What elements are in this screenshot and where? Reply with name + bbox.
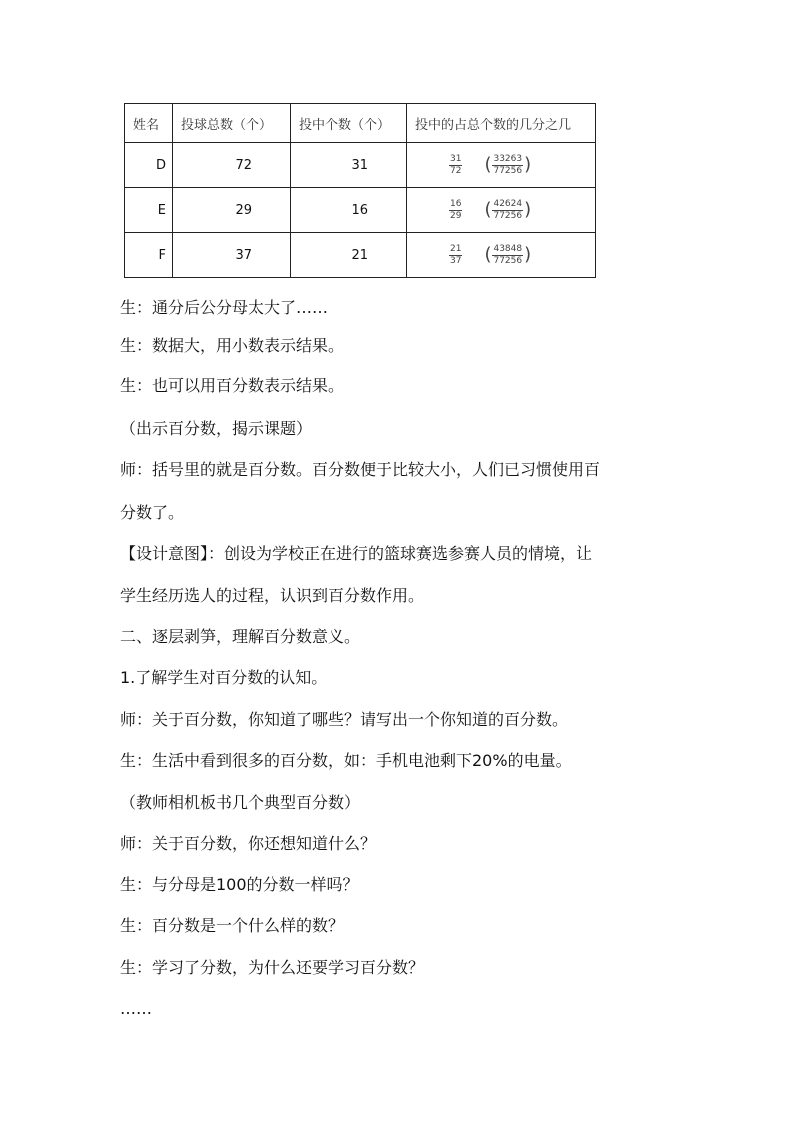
paragraph: 生：学习了分数，为什么还要学习百分数？ [120, 958, 425, 977]
subsection-heading: 1.了解学生对百分数的认知。 [120, 668, 328, 687]
fraction [449, 244, 462, 267]
header-name: 姓名 [125, 104, 173, 143]
table-header-row [125, 104, 596, 143]
fraction-denominator: 72 [450, 165, 462, 176]
cell-hits: 31 [291, 143, 407, 188]
ellipsis: …… [120, 999, 152, 1018]
fraction-numerator: 21 [450, 243, 462, 254]
fraction-denominator: 29 [450, 210, 462, 221]
cell-fraction [407, 233, 596, 278]
data-table [124, 103, 596, 278]
header-fraction: 投中的占总个数的几分之几 [407, 104, 596, 143]
header-total: 投球总数（个） [173, 104, 291, 143]
fraction-denominator: 37 [450, 255, 462, 266]
equivalent-numerator: 43848 [493, 243, 523, 254]
table-row [125, 143, 596, 188]
paragraph: 分数了。 [120, 503, 185, 522]
paragraph: 生：与分母是100的分数一样吗？ [120, 875, 359, 894]
fraction-numerator: 31 [450, 153, 462, 164]
equivalent-fraction: ( $\frac{33263}{77256}$ ) [484, 153, 532, 176]
equivalent-denominator: 77256 [493, 210, 523, 221]
paragraph: 师：关于百分数，你还想知道什么？ [120, 834, 377, 853]
header-hits: 投中个数（个） [291, 104, 407, 143]
paragraph: （出示百分数，揭示课题） [120, 419, 313, 438]
cell-name: E [125, 188, 173, 233]
cell-hits: 16 [291, 188, 407, 233]
equivalent-denominator: 77256 [493, 165, 523, 176]
table-row [125, 233, 596, 278]
cell-name: D [125, 143, 173, 188]
table-row [125, 188, 596, 233]
paragraph: 生：生活中看到很多的百分数，如：手机电池剩下20%的电量。 [120, 751, 572, 770]
cell-fraction [407, 143, 596, 188]
cell-total: 29 [173, 188, 291, 233]
fraction-numerator: 16 [450, 198, 462, 209]
cell-fraction [407, 188, 596, 233]
fraction [449, 199, 462, 222]
equivalent-fraction: ( $\frac{43848}{77256}$ ) [484, 243, 532, 266]
paragraph: 师：关于百分数，你知道了哪些？请写出一个你知道的百分数。 [120, 710, 569, 729]
fraction [449, 154, 462, 177]
paragraph: 生：数据大，用小数表示结果。 [120, 336, 345, 355]
paragraph: 师：括号里的就是百分数。百分数便于比较大小，人们已习惯使用百 [120, 460, 601, 479]
cell-name: F [125, 233, 173, 278]
cell-hits: 21 [291, 233, 407, 278]
paragraph: 生：也可以用百分数表示结果。 [120, 376, 345, 395]
paragraph: 生：通分后公分母太大了…… [120, 298, 329, 317]
equivalent-numerator: 33263 [493, 153, 523, 164]
equivalent-denominator: 77256 [493, 255, 523, 266]
equivalent-fraction: ( $\frac{42624}{77256}$ ) [484, 198, 532, 221]
paragraph: 生：百分数是一个什么样的数？ [120, 916, 345, 935]
cell-total: 72 [173, 143, 291, 188]
paragraph: 【设计意图】：创设为学校正在进行的篮球赛选参赛人员的情境，让 [120, 544, 593, 563]
section-heading: 二、逐层剥笋，理解百分数意义。 [120, 627, 361, 646]
paragraph: 学生经历选人的过程，认识到百分数作用。 [120, 586, 425, 605]
paragraph: （教师相机板书几个典型百分数） [120, 793, 361, 812]
equivalent-numerator: 42624 [493, 198, 523, 209]
cell-total: 37 [173, 233, 291, 278]
